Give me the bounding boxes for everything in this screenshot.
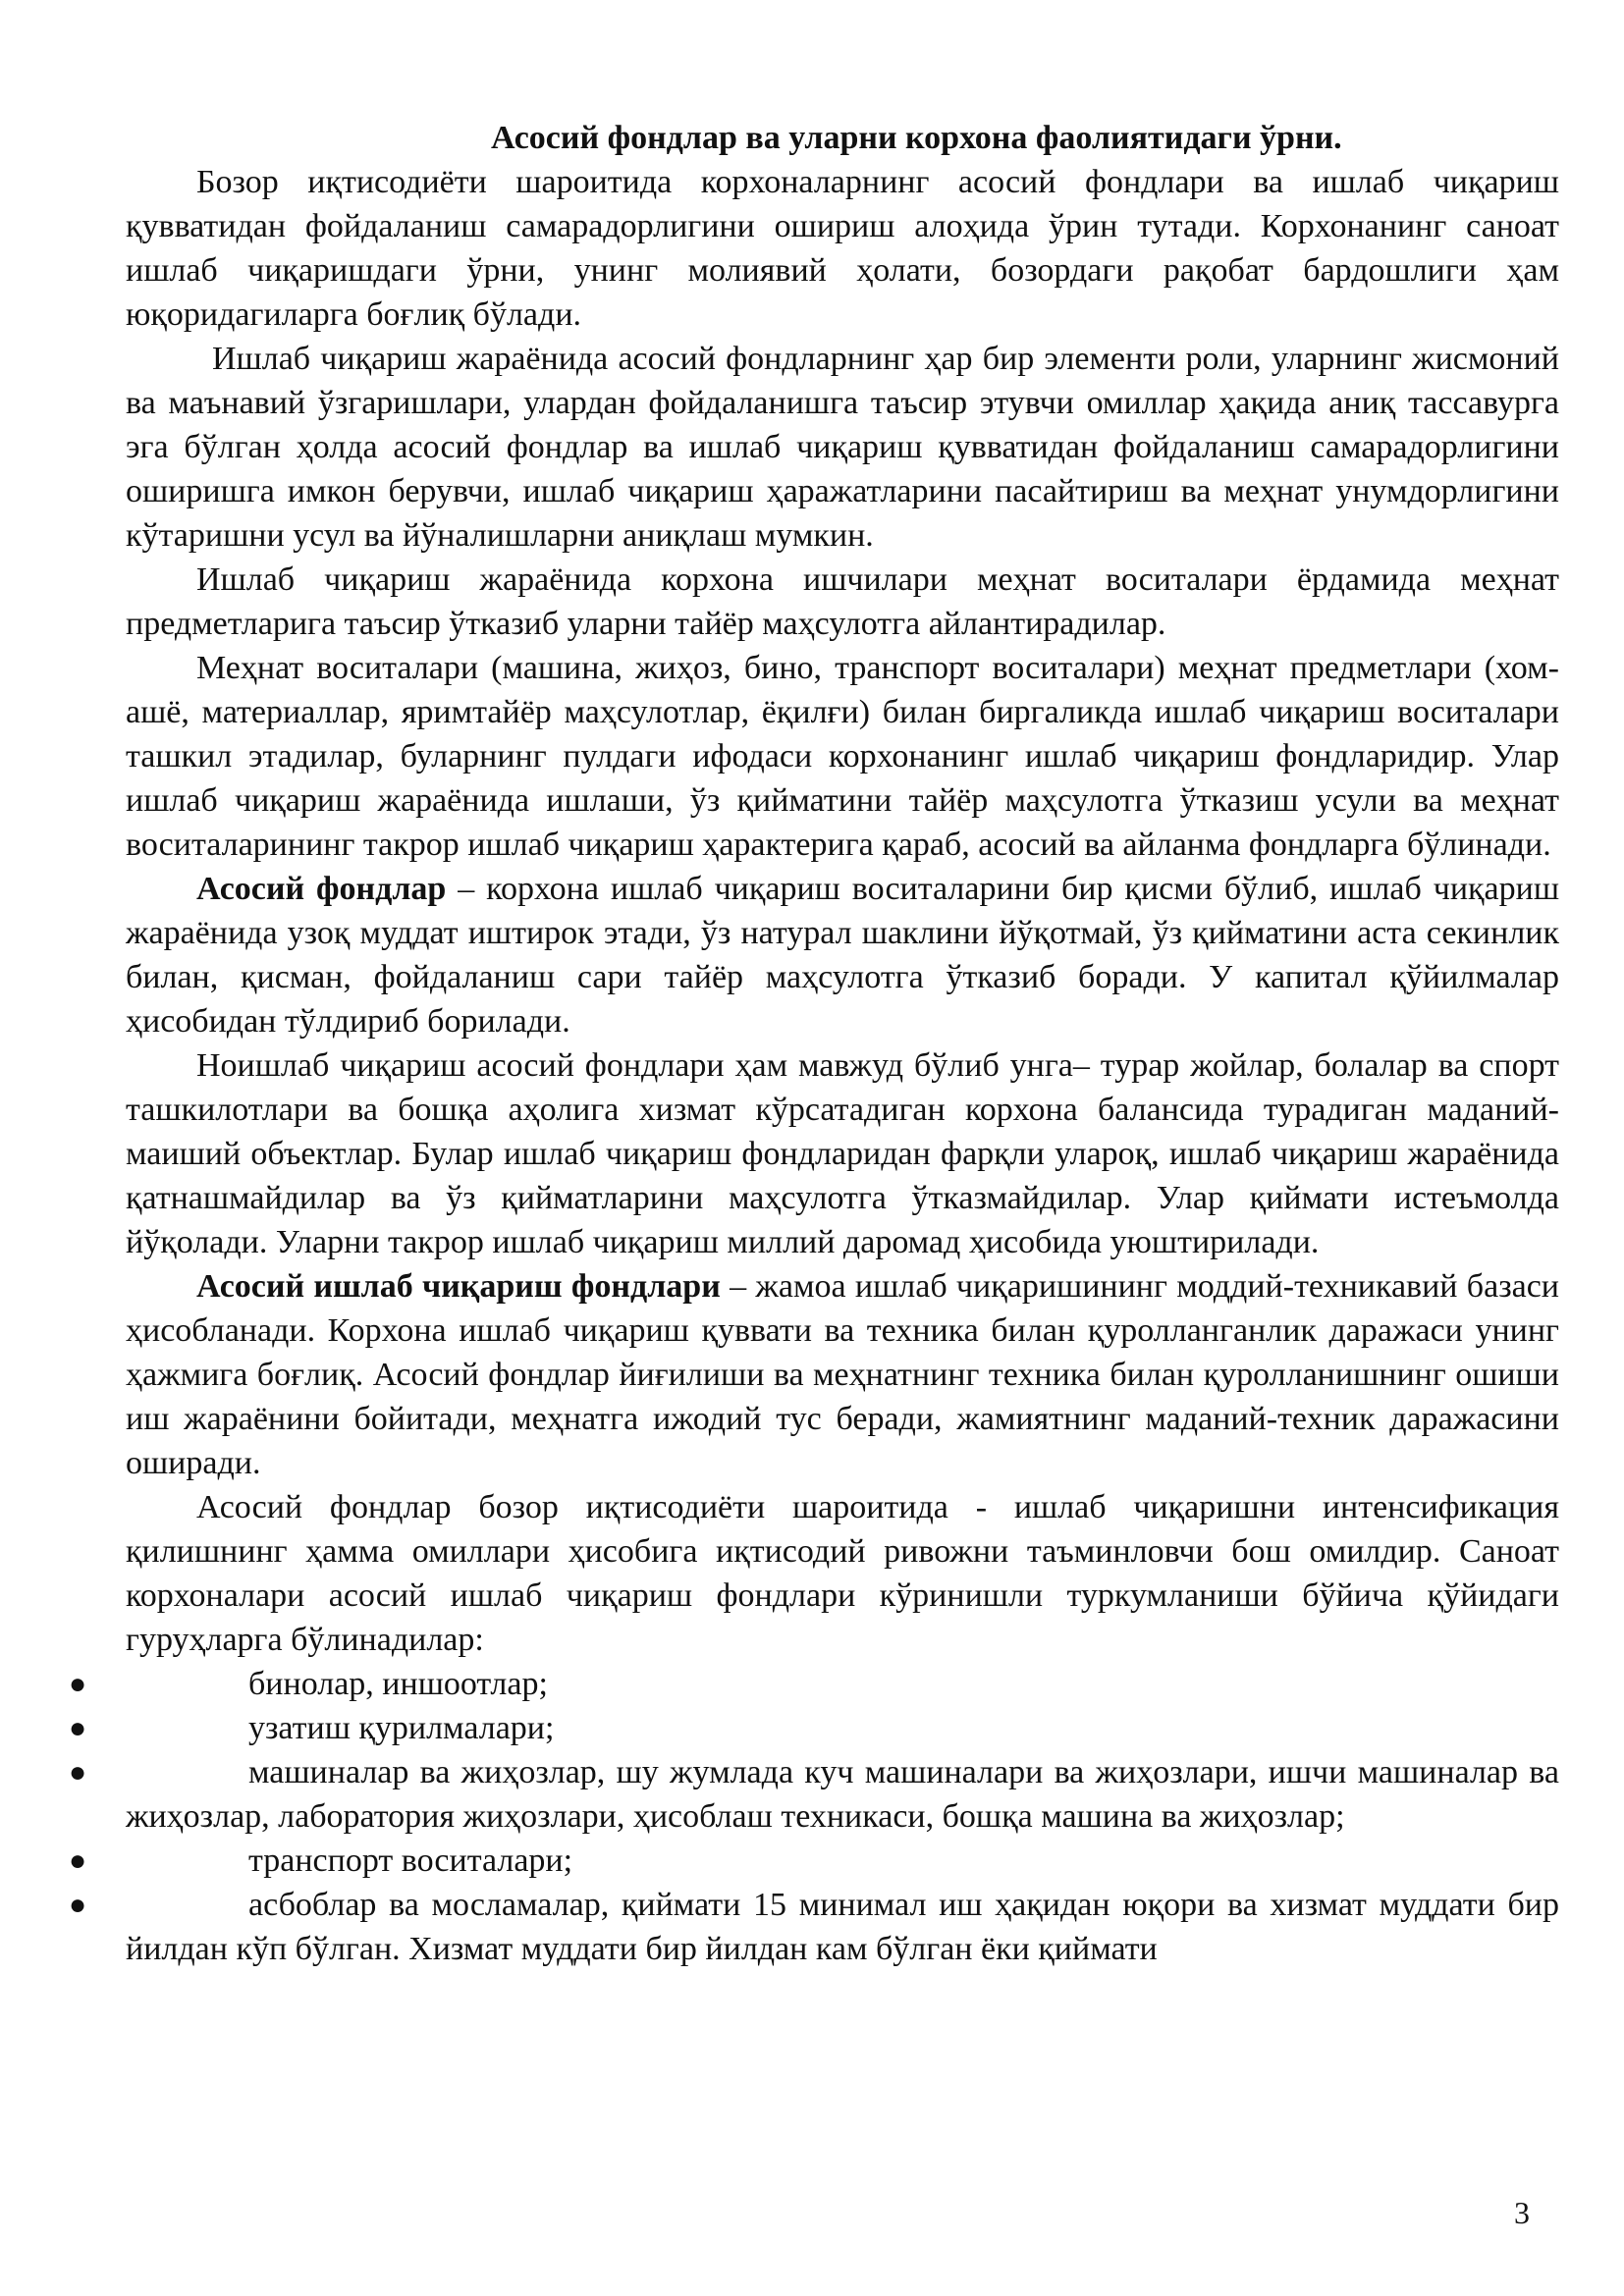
list-item <box>69 1662 1559 1706</box>
document-page <box>69 116 1560 1971</box>
paragraph-1: Бозор иқтисодиёти шароитида корхоналарнинг асосий фондлари ва ишлаб чиқариш қувватидан фойдаланиш самарадорлигини ошириш алоҳида ўрин тутади. Корхонанинг саноат ишлаб чиқаришдаги ўрни, унинг молиявий ҳолати, бозордаги рақобат бардошлиги ҳам юқоридагиларга боғлиқ бўлади. <box>126 164 1559 333</box>
paragraph-5-text: – корхона ишлаб чиқариш воситаларини бир қисми бўлиб, ишлаб чиқариш жараёнида узоқ муддат иштирок этади, ўз натурал шаклини йўқотмай, ўз қийматини аста секинлик билан, қисман, фойдаланиш сари тайёр маҳсулотга ўтказиб боради. У капитал қўйилмалар ҳисобидан тўлдириб борилади. <box>126 871 1559 1040</box>
paragraph-4: Меҳнат воситалари (машина, жиҳоз, бино, транспорт воситалари) меҳнат предметлари (хом-ашё, материаллар, яримтайёр маҳсулотлар, ёқилғи) билан биргаликда ишлаб чиқариш воситалари ташкил этадилар, буларнинг пулдаги ифодаси корхонанинг ишлаб чиқариш фондларидир. Улар ишлаб чиқариш жараёнида ишлаши, ўз қийматини тайёр маҳсулотга ўтказиш усули ва меҳнат воситаларининг такрор ишлаб чиқариш ҳарактерига қараб, асосий ва айланма фондларга бўлинади. <box>126 650 1559 863</box>
paragraph-7 <box>126 1264 1559 1485</box>
paragraph-6: Ноишлаб чиқариш асосий фондлари ҳам мавжуд бўлиб унга– турар жойлар, болалар ва спорт ташкилотлари ва бошқа аҳолига хизмат кўрсатадиган корхона балансида турадиган маданий-маиший объектлар. Булар ишлаб чиқариш фондларидан фарқли улароқ, ишлаб чиқариш жараёнида қатнашмайдилар ва ўз қийматларини маҳсулотга ўтказмайдилар. Улар қиймати истеъмолда йўқолади. Уларни такрор ишлаб чиқариш миллий даромад ҳисобида уюштирилади. <box>126 1047 1559 1260</box>
list-item <box>69 1706 1559 1750</box>
list-item-text: транспорт воситалари; <box>248 1842 573 1879</box>
term-fixed-assets: Асосий фондлар <box>196 871 447 907</box>
paragraph-5 <box>126 867 1559 1043</box>
page-title: Асосий фондлар ва уларни корхона фаолиятидаги ўрни. <box>491 120 1342 156</box>
list-item <box>69 1750 1559 1839</box>
page-number: 3 <box>1514 2195 1530 2230</box>
paragraph-2: Ишлаб чиқариш жараёнида асосий фондларнинг ҳар бир элементи роли, уларнинг жисмоний ва маънавий ўзгаришлари, улардан фойдаланишга таъсир этувчи омиллар ҳақида аниқ тассавурга эга бўлган ҳолда асосий фондлар ва ишлаб чиқариш қувватидан фойдаланиш самарадорлигини оширишга имкон берувчи, ишлаб чиқариш ҳаражатларини пасайтириш ва меҳнат унумдорлигини кўтаришни усул ва йўналишларни аниқлаш мумкин. <box>126 341 1559 554</box>
paragraph-8: Асосий фондлар бозор иқтисодиёти шароитида - ишлаб чиқаришни интенсификация қилишнинг ҳамма омиллари ҳисобига иқтисодий ривожни таъминловчи бош омилдир. Саноат корхоналари асосий ишлаб чиқариш фондлари кўринишли туркумланиши бўйича қўйидаги гуруҳларга бўлинадилар: <box>126 1489 1559 1658</box>
bullet-icon: ● <box>69 1712 87 1744</box>
list-item-text: асбоблар ва мосламалар, қиймати 15 минимал иш ҳақидан юқори ва хизмат муддати бир йилдан кўп бўлган. Хизмат муддати бир йилдан кам бўлган ёки қиймати <box>126 1887 1559 1967</box>
list-item-text: бинолар, иншоотлар; <box>248 1666 548 1702</box>
bullet-icon: ● <box>69 1668 87 1700</box>
bullet-icon: ● <box>69 1756 87 1789</box>
list-item <box>69 1839 1559 1883</box>
list-item <box>69 1883 1559 1971</box>
list-item-text: узатиш қурилмалари; <box>248 1710 555 1746</box>
term-production-fixed-assets: Асосий ишлаб чиқариш фондлари <box>196 1268 721 1305</box>
bullet-icon: ● <box>69 1889 87 1921</box>
list-item-text: машиналар ва жиҳозлар, шу жумлада куч машиналари ва жиҳозлари, ишчи машиналар ва жиҳозлар, лаборатория жиҳозлари, ҳисоблаш техникаси, бошқа машина ва жиҳозлар; <box>126 1754 1559 1835</box>
asset-groups-list <box>69 1662 1559 1971</box>
paragraph-7-text: – жамоа ишлаб чиқаришининг моддий-техникавий базаси ҳисобланади. Корхона ишлаб чиқариш қуввати ва техника билан қуролланганлик даражаси унинг ҳажмига боғлиқ. Асосий фондлар йиғилиши ва меҳнатнинг техника билан қуролланишнинг ошиши иш жараёнини бойитади, меҳнатга ижодий тус беради, жамиятнинг маданий-техник даражасини оширади. <box>126 1268 1560 1481</box>
paragraph-3: Ишлаб чиқариш жараёнида корхона ишчилари меҳнат воситалари ёрдамида меҳнат предметларига таъсир ўтказиб уларни тайёр маҳсулотга айлантирадилар. <box>126 561 1559 642</box>
bullet-icon: ● <box>69 1844 87 1877</box>
